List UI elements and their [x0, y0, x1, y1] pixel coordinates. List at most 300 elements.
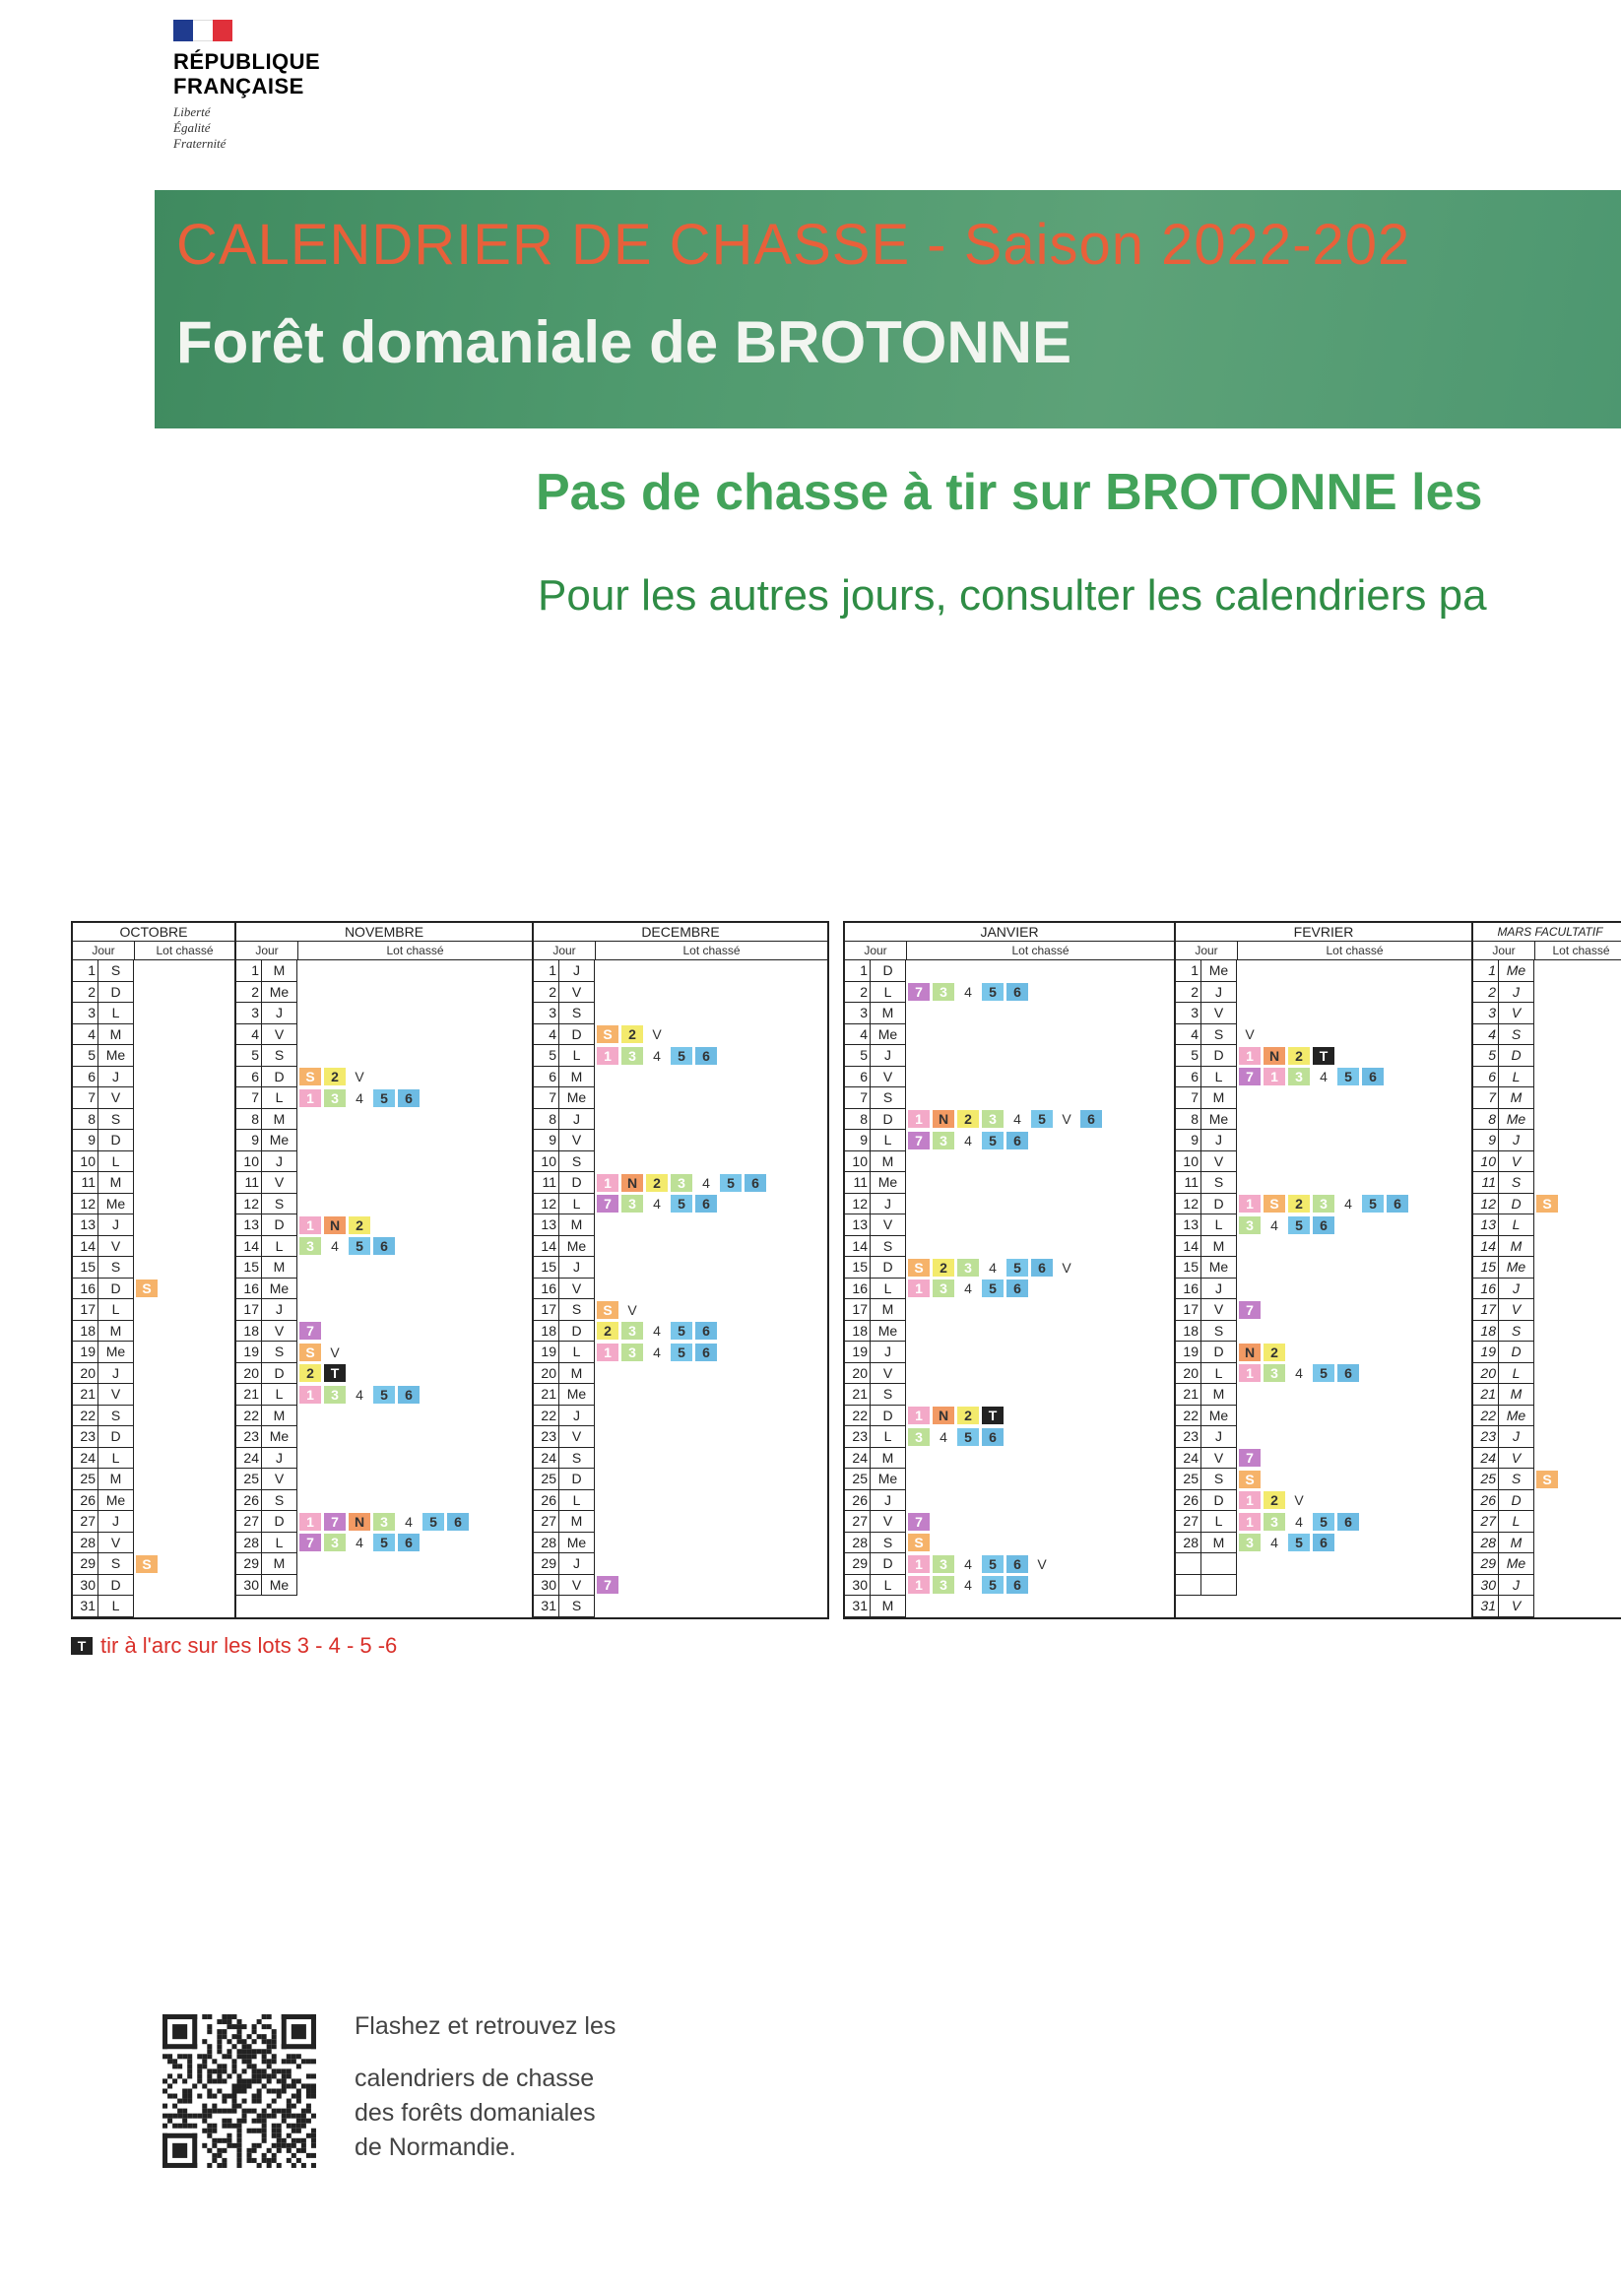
day-number: 26	[236, 1490, 262, 1512]
lot-chip: 5	[1362, 1195, 1384, 1213]
weekday: J	[559, 1109, 595, 1131]
hunted-lots	[1237, 1087, 1471, 1109]
day-number: 25	[236, 1469, 262, 1490]
day-row	[845, 1575, 1174, 1597]
hunted-lots	[906, 1426, 1174, 1448]
weekday: D	[262, 1214, 297, 1236]
day-number: 12	[236, 1194, 262, 1215]
day-row	[73, 1533, 234, 1554]
day-number: 16	[73, 1279, 98, 1300]
day-row	[236, 982, 532, 1004]
weekday: S	[98, 1406, 134, 1427]
hunted-lots	[906, 1045, 1174, 1067]
day-row	[1176, 1257, 1471, 1279]
weekday: J	[1201, 1426, 1237, 1448]
lot-chip: 2	[957, 1110, 979, 1128]
hunted-lots	[906, 960, 1174, 982]
day-number: 30	[73, 1575, 98, 1597]
day-row	[73, 1342, 234, 1363]
day-row	[1473, 1596, 1621, 1617]
weekday: D	[98, 1426, 134, 1448]
weekday: S	[98, 1553, 134, 1575]
weekday: J	[98, 1511, 134, 1533]
hunted-lots	[297, 1321, 532, 1343]
day-number: 13	[1473, 1214, 1499, 1236]
weekday: Me	[1499, 960, 1534, 982]
hunted-lots	[1534, 1406, 1621, 1427]
hunted-lots	[297, 1067, 532, 1088]
day-row	[845, 1469, 1174, 1490]
hunted-lots	[1534, 1194, 1621, 1215]
lot-chip: S	[1536, 1195, 1558, 1213]
day-row	[845, 1257, 1174, 1279]
weekday: M	[1201, 1236, 1237, 1258]
weekday: L	[98, 1596, 134, 1617]
hunted-lots	[134, 1279, 234, 1300]
lot-chip: 7	[908, 1132, 930, 1149]
hunted-lots	[1237, 1553, 1471, 1575]
day-row	[73, 982, 234, 1004]
day-number: 9	[1473, 1130, 1499, 1151]
hunted-lots	[1237, 1511, 1471, 1533]
weekday: Me	[1201, 1109, 1237, 1131]
day-row	[1176, 1511, 1471, 1533]
hunted-lots	[906, 1299, 1174, 1321]
lot-chip: 3	[933, 983, 954, 1001]
hunted-lots	[134, 1384, 234, 1406]
weekday: Me	[1201, 1257, 1237, 1279]
weekday: M	[98, 1172, 134, 1194]
column-headers	[236, 942, 532, 960]
day-number: 31	[845, 1596, 871, 1617]
lot-chip: V	[355, 1069, 364, 1085]
lot-chip: 2	[1288, 1195, 1310, 1213]
hunted-lots	[297, 1363, 532, 1385]
day-number: 10	[236, 1151, 262, 1173]
weekday: L	[1499, 1067, 1534, 1088]
day-row	[1473, 1045, 1621, 1067]
weekday: M	[559, 1363, 595, 1385]
weekday: J	[262, 1003, 297, 1024]
day-row	[73, 1024, 234, 1046]
hunted-lots	[1534, 1469, 1621, 1490]
lot-chip: 7	[299, 1322, 321, 1340]
weekday: M	[871, 1151, 906, 1173]
day-number: 5	[845, 1045, 871, 1067]
day-number: 23	[1473, 1426, 1499, 1448]
weekday: S	[871, 1236, 906, 1258]
hunted-lots	[134, 1490, 234, 1512]
lot-chip: 1	[597, 1174, 618, 1192]
hunted-lots	[134, 1214, 234, 1236]
lot-chip: 7	[908, 1513, 930, 1531]
day-row	[534, 1045, 827, 1067]
day-row	[73, 1553, 234, 1575]
day-number: 11	[236, 1172, 262, 1194]
day-row	[236, 1490, 532, 1512]
day-number: 25	[845, 1469, 871, 1490]
day-number: 27	[73, 1511, 98, 1533]
lot-chip: 6	[1337, 1513, 1359, 1531]
weekday: D	[98, 982, 134, 1004]
weekday: J	[559, 1553, 595, 1575]
day-number: 16	[1473, 1279, 1499, 1300]
day-number: 21	[1473, 1384, 1499, 1406]
weekday: M	[1499, 1087, 1534, 1109]
weekday: L	[262, 1384, 297, 1406]
day-number: 20	[845, 1363, 871, 1385]
lot-chip: 4	[331, 1238, 339, 1255]
day-number: 22	[1176, 1406, 1201, 1427]
lot-chip: 5	[1313, 1364, 1334, 1382]
lot-chip: 5	[671, 1322, 692, 1340]
day-number: 27	[845, 1511, 871, 1533]
day-row	[1176, 1151, 1471, 1173]
weekday: M	[559, 1067, 595, 1088]
day-row	[236, 1045, 532, 1067]
day-row	[73, 1214, 234, 1236]
jour-header: Jour	[1473, 942, 1535, 959]
weekday: L	[98, 1448, 134, 1470]
lot-chip: 4	[653, 1344, 661, 1360]
hunted-lots	[1534, 1553, 1621, 1575]
weekday: M	[98, 1469, 134, 1490]
day-row	[534, 1384, 827, 1406]
day-number: 22	[845, 1406, 871, 1427]
lot-chip: 4	[653, 1047, 661, 1064]
hunted-lots	[595, 1067, 827, 1088]
hunted-lots	[134, 1003, 234, 1024]
calendar-table-winter	[843, 921, 1621, 1619]
hunted-lots	[906, 1130, 1174, 1151]
day-number: 10	[534, 1151, 559, 1173]
day-row	[1176, 1214, 1471, 1236]
day-row	[1176, 1109, 1471, 1131]
lot-chip: 6	[1006, 983, 1028, 1001]
hunted-lots	[1534, 982, 1621, 1004]
day-row	[236, 1151, 532, 1173]
day-row	[1176, 1533, 1471, 1554]
day-number: 9	[236, 1130, 262, 1151]
day-row	[845, 1279, 1174, 1300]
day-row	[1473, 1172, 1621, 1194]
lot-chip: 1	[908, 1555, 930, 1573]
lot-chip: 1	[908, 1407, 930, 1424]
hunted-lots	[297, 1172, 532, 1194]
day-number: 19	[73, 1342, 98, 1363]
hunted-lots	[906, 1087, 1174, 1109]
day-row	[73, 1003, 234, 1024]
day-row	[534, 1533, 827, 1554]
day-number: 17	[1473, 1299, 1499, 1321]
hunted-lots	[297, 1236, 532, 1258]
lot-chip: 5	[982, 1555, 1004, 1573]
day-number: 25	[1473, 1469, 1499, 1490]
weekday: S	[98, 960, 134, 982]
weekday: J	[262, 1448, 297, 1470]
day-row	[73, 1511, 234, 1533]
day-row	[236, 1130, 532, 1151]
lot-chip: 5	[1288, 1534, 1310, 1551]
lot-chip: 5	[982, 1279, 1004, 1297]
day-row	[534, 960, 827, 982]
day-row	[845, 1172, 1174, 1194]
day-number: 8	[73, 1109, 98, 1131]
weekday: J	[262, 1151, 297, 1173]
lot-chip: S	[597, 1301, 618, 1319]
hunted-lots	[297, 1279, 532, 1300]
hunted-lots	[297, 1406, 532, 1427]
day-number: 19	[1176, 1342, 1201, 1363]
hunted-lots	[906, 1384, 1174, 1406]
weekday: S	[1201, 1172, 1237, 1194]
day-number: 4	[1176, 1024, 1201, 1046]
lot-chip: N	[621, 1174, 643, 1192]
day-number: 30	[236, 1575, 262, 1597]
day-row	[1176, 1045, 1471, 1067]
lot-chip: V	[627, 1301, 637, 1318]
day-number: 8	[534, 1109, 559, 1131]
day-row	[534, 1575, 827, 1597]
day-row	[1176, 1321, 1471, 1343]
lot-chip: 2	[1264, 1344, 1285, 1361]
lot-chip: V	[330, 1344, 340, 1360]
weekday: Me	[98, 1342, 134, 1363]
lot-chip: 1	[1239, 1195, 1261, 1213]
lot-chip: 6	[745, 1174, 766, 1192]
weekday: M	[262, 1553, 297, 1575]
day-row	[73, 1469, 234, 1490]
weekday: M	[262, 1406, 297, 1427]
lot-chip: 2	[299, 1364, 321, 1382]
hunted-lots	[595, 1024, 827, 1046]
lot-chip: S	[1536, 1471, 1558, 1488]
weekday: V	[1201, 1151, 1237, 1173]
day-row	[1473, 1279, 1621, 1300]
lot-chip: 6	[695, 1047, 717, 1065]
day-number: 28	[73, 1533, 98, 1554]
day-number: 1	[534, 960, 559, 982]
day-row	[534, 1067, 827, 1088]
day-number: 13	[534, 1214, 559, 1236]
hunted-lots	[595, 1236, 827, 1258]
lot-chip: N	[324, 1216, 346, 1234]
lot-header: Lot chassé	[1326, 944, 1384, 957]
weekday: J	[1201, 1130, 1237, 1151]
hunted-lots	[134, 1342, 234, 1363]
day-number: 31	[534, 1596, 559, 1617]
day-number: 7	[534, 1087, 559, 1109]
day-row	[236, 1363, 532, 1385]
day-row	[1473, 1257, 1621, 1279]
day-row	[845, 1214, 1174, 1236]
day-row	[1473, 1236, 1621, 1258]
hunted-lots	[1534, 1596, 1621, 1617]
title-banner	[155, 190, 1621, 428]
day-row	[845, 1384, 1174, 1406]
day-number: 5	[236, 1045, 262, 1067]
hunted-lots	[297, 1003, 532, 1024]
month-octobre	[73, 923, 236, 1617]
day-number: 15	[73, 1257, 98, 1279]
lot-chip: 5	[671, 1195, 692, 1213]
day-row	[845, 1596, 1174, 1617]
weekday: Me	[871, 1172, 906, 1194]
weekday: V	[1201, 1003, 1237, 1024]
lot-chip: 2	[1288, 1047, 1310, 1065]
day-row	[534, 1087, 827, 1109]
day-number: 24	[1473, 1448, 1499, 1470]
month-header: FEVRIER	[1176, 923, 1471, 942]
lot-chip: 6	[695, 1195, 717, 1213]
day-number: 6	[1176, 1067, 1201, 1088]
lot-chip: 3	[1239, 1216, 1261, 1234]
legend-text: tir à l'arc sur les lots 3 - 4 - 5 -6	[100, 1633, 398, 1658]
day-row	[73, 1406, 234, 1427]
hunted-lots	[1534, 1448, 1621, 1470]
weekday: J	[871, 1342, 906, 1363]
day-number: 11	[534, 1172, 559, 1194]
month-decembre	[534, 923, 827, 1617]
day-number: 12	[534, 1194, 559, 1215]
day-row	[534, 1003, 827, 1024]
day-row	[73, 1363, 234, 1385]
day-number: 3	[73, 1003, 98, 1024]
lot-chip: 7	[324, 1513, 346, 1531]
weekday: J	[1499, 1279, 1534, 1300]
legend-chip: T	[71, 1637, 93, 1655]
hunted-lots	[906, 1214, 1174, 1236]
weekday: S	[559, 1596, 595, 1617]
weekday: M	[871, 1003, 906, 1024]
weekday: Me	[262, 982, 297, 1004]
day-number: 6	[534, 1067, 559, 1088]
lot-chip: 6	[398, 1089, 420, 1107]
lot-chip: 6	[695, 1322, 717, 1340]
hunted-lots	[1237, 1533, 1471, 1554]
hunted-lots	[595, 1194, 827, 1215]
column-headers	[534, 942, 827, 960]
day-number: 23	[73, 1426, 98, 1448]
weekday: M	[1499, 1533, 1534, 1554]
lot-chip: 3	[933, 1279, 954, 1297]
hunted-lots	[297, 1109, 532, 1131]
day-row	[1176, 1490, 1471, 1512]
lot-chip: 3	[621, 1322, 643, 1340]
hunted-lots	[134, 1087, 234, 1109]
hunted-lots	[1237, 1384, 1471, 1406]
day-row	[534, 1490, 827, 1512]
lot-chip: 5	[671, 1344, 692, 1361]
day-row	[534, 1214, 827, 1236]
lot-chip: V	[1062, 1259, 1071, 1276]
lot-chip: 5	[982, 1132, 1004, 1149]
day-number: 14	[236, 1236, 262, 1258]
hunted-lots	[1534, 1172, 1621, 1194]
lot-chip: 4	[964, 1280, 972, 1297]
lot-chip: 1	[299, 1386, 321, 1404]
day-row	[534, 1448, 827, 1470]
hunted-lots	[1534, 1321, 1621, 1343]
day-number: 11	[1473, 1172, 1499, 1194]
lot-chip: 5	[373, 1386, 395, 1404]
weekday: D	[871, 1109, 906, 1131]
day-number: 18	[1176, 1321, 1201, 1343]
day-number: 20	[1473, 1363, 1499, 1385]
hunted-lots	[1534, 1236, 1621, 1258]
lot-chip: 7	[1239, 1068, 1261, 1085]
weekday: D	[98, 1279, 134, 1300]
day-number: 1	[73, 960, 98, 982]
hunted-lots	[595, 1299, 827, 1321]
hunted-lots	[1534, 1087, 1621, 1109]
lot-chip: 7	[299, 1534, 321, 1551]
weekday: S	[98, 1109, 134, 1131]
weekday: Me	[262, 1575, 297, 1597]
day-row	[534, 1109, 827, 1131]
hunted-lots	[1237, 1490, 1471, 1512]
hunted-lots	[297, 1490, 532, 1512]
weekday: V	[871, 1511, 906, 1533]
lot-chip: 4	[964, 1577, 972, 1594]
weekday: D	[871, 1553, 906, 1575]
hunted-lots	[906, 1151, 1174, 1173]
day-row	[534, 1321, 827, 1343]
day-number: 22	[73, 1406, 98, 1427]
hunted-lots	[595, 1257, 827, 1279]
weekday: M	[1201, 1533, 1237, 1554]
weekday	[1201, 1575, 1237, 1597]
day-row	[845, 1109, 1174, 1131]
day-number: 19	[1473, 1342, 1499, 1363]
day-row	[1176, 1575, 1471, 1597]
lot-chip: 6	[695, 1344, 717, 1361]
weekday: L	[1201, 1363, 1237, 1385]
hunted-lots	[297, 1151, 532, 1173]
hunted-lots	[1534, 1575, 1621, 1597]
jour-header: Jour	[73, 942, 135, 959]
hunted-lots	[1237, 1406, 1471, 1427]
day-row	[73, 1045, 234, 1067]
weekday: D	[559, 1469, 595, 1490]
lot-chip: N	[1239, 1344, 1261, 1361]
day-row	[845, 1130, 1174, 1151]
day-row	[73, 1279, 234, 1300]
weekday: M	[98, 1024, 134, 1046]
lot-chip: 1	[1239, 1047, 1261, 1065]
hunted-lots	[1534, 1151, 1621, 1173]
lot-chip: 3	[299, 1237, 321, 1255]
hunted-lots	[1534, 1214, 1621, 1236]
lot-chip: 2	[349, 1216, 370, 1234]
day-number: 10	[1176, 1151, 1201, 1173]
day-number: 15	[534, 1257, 559, 1279]
day-row	[1176, 1342, 1471, 1363]
day-number: 7	[1176, 1087, 1201, 1109]
qr-caption: Flashez et retrouvez les calendriers de chasse des forêts domaniales de Normandie.	[355, 2012, 616, 2161]
day-number: 9	[534, 1130, 559, 1151]
day-number: 15	[1473, 1257, 1499, 1279]
hunted-lots	[595, 1342, 827, 1363]
day-row	[1473, 1511, 1621, 1533]
day-number: 28	[1176, 1533, 1201, 1554]
day-number: 4	[1473, 1024, 1499, 1046]
weekday: S	[98, 1257, 134, 1279]
day-row	[845, 1045, 1174, 1067]
weekday: J	[1201, 1279, 1237, 1300]
weekday: D	[1201, 1490, 1237, 1512]
lot-chip: 6	[1313, 1534, 1334, 1551]
